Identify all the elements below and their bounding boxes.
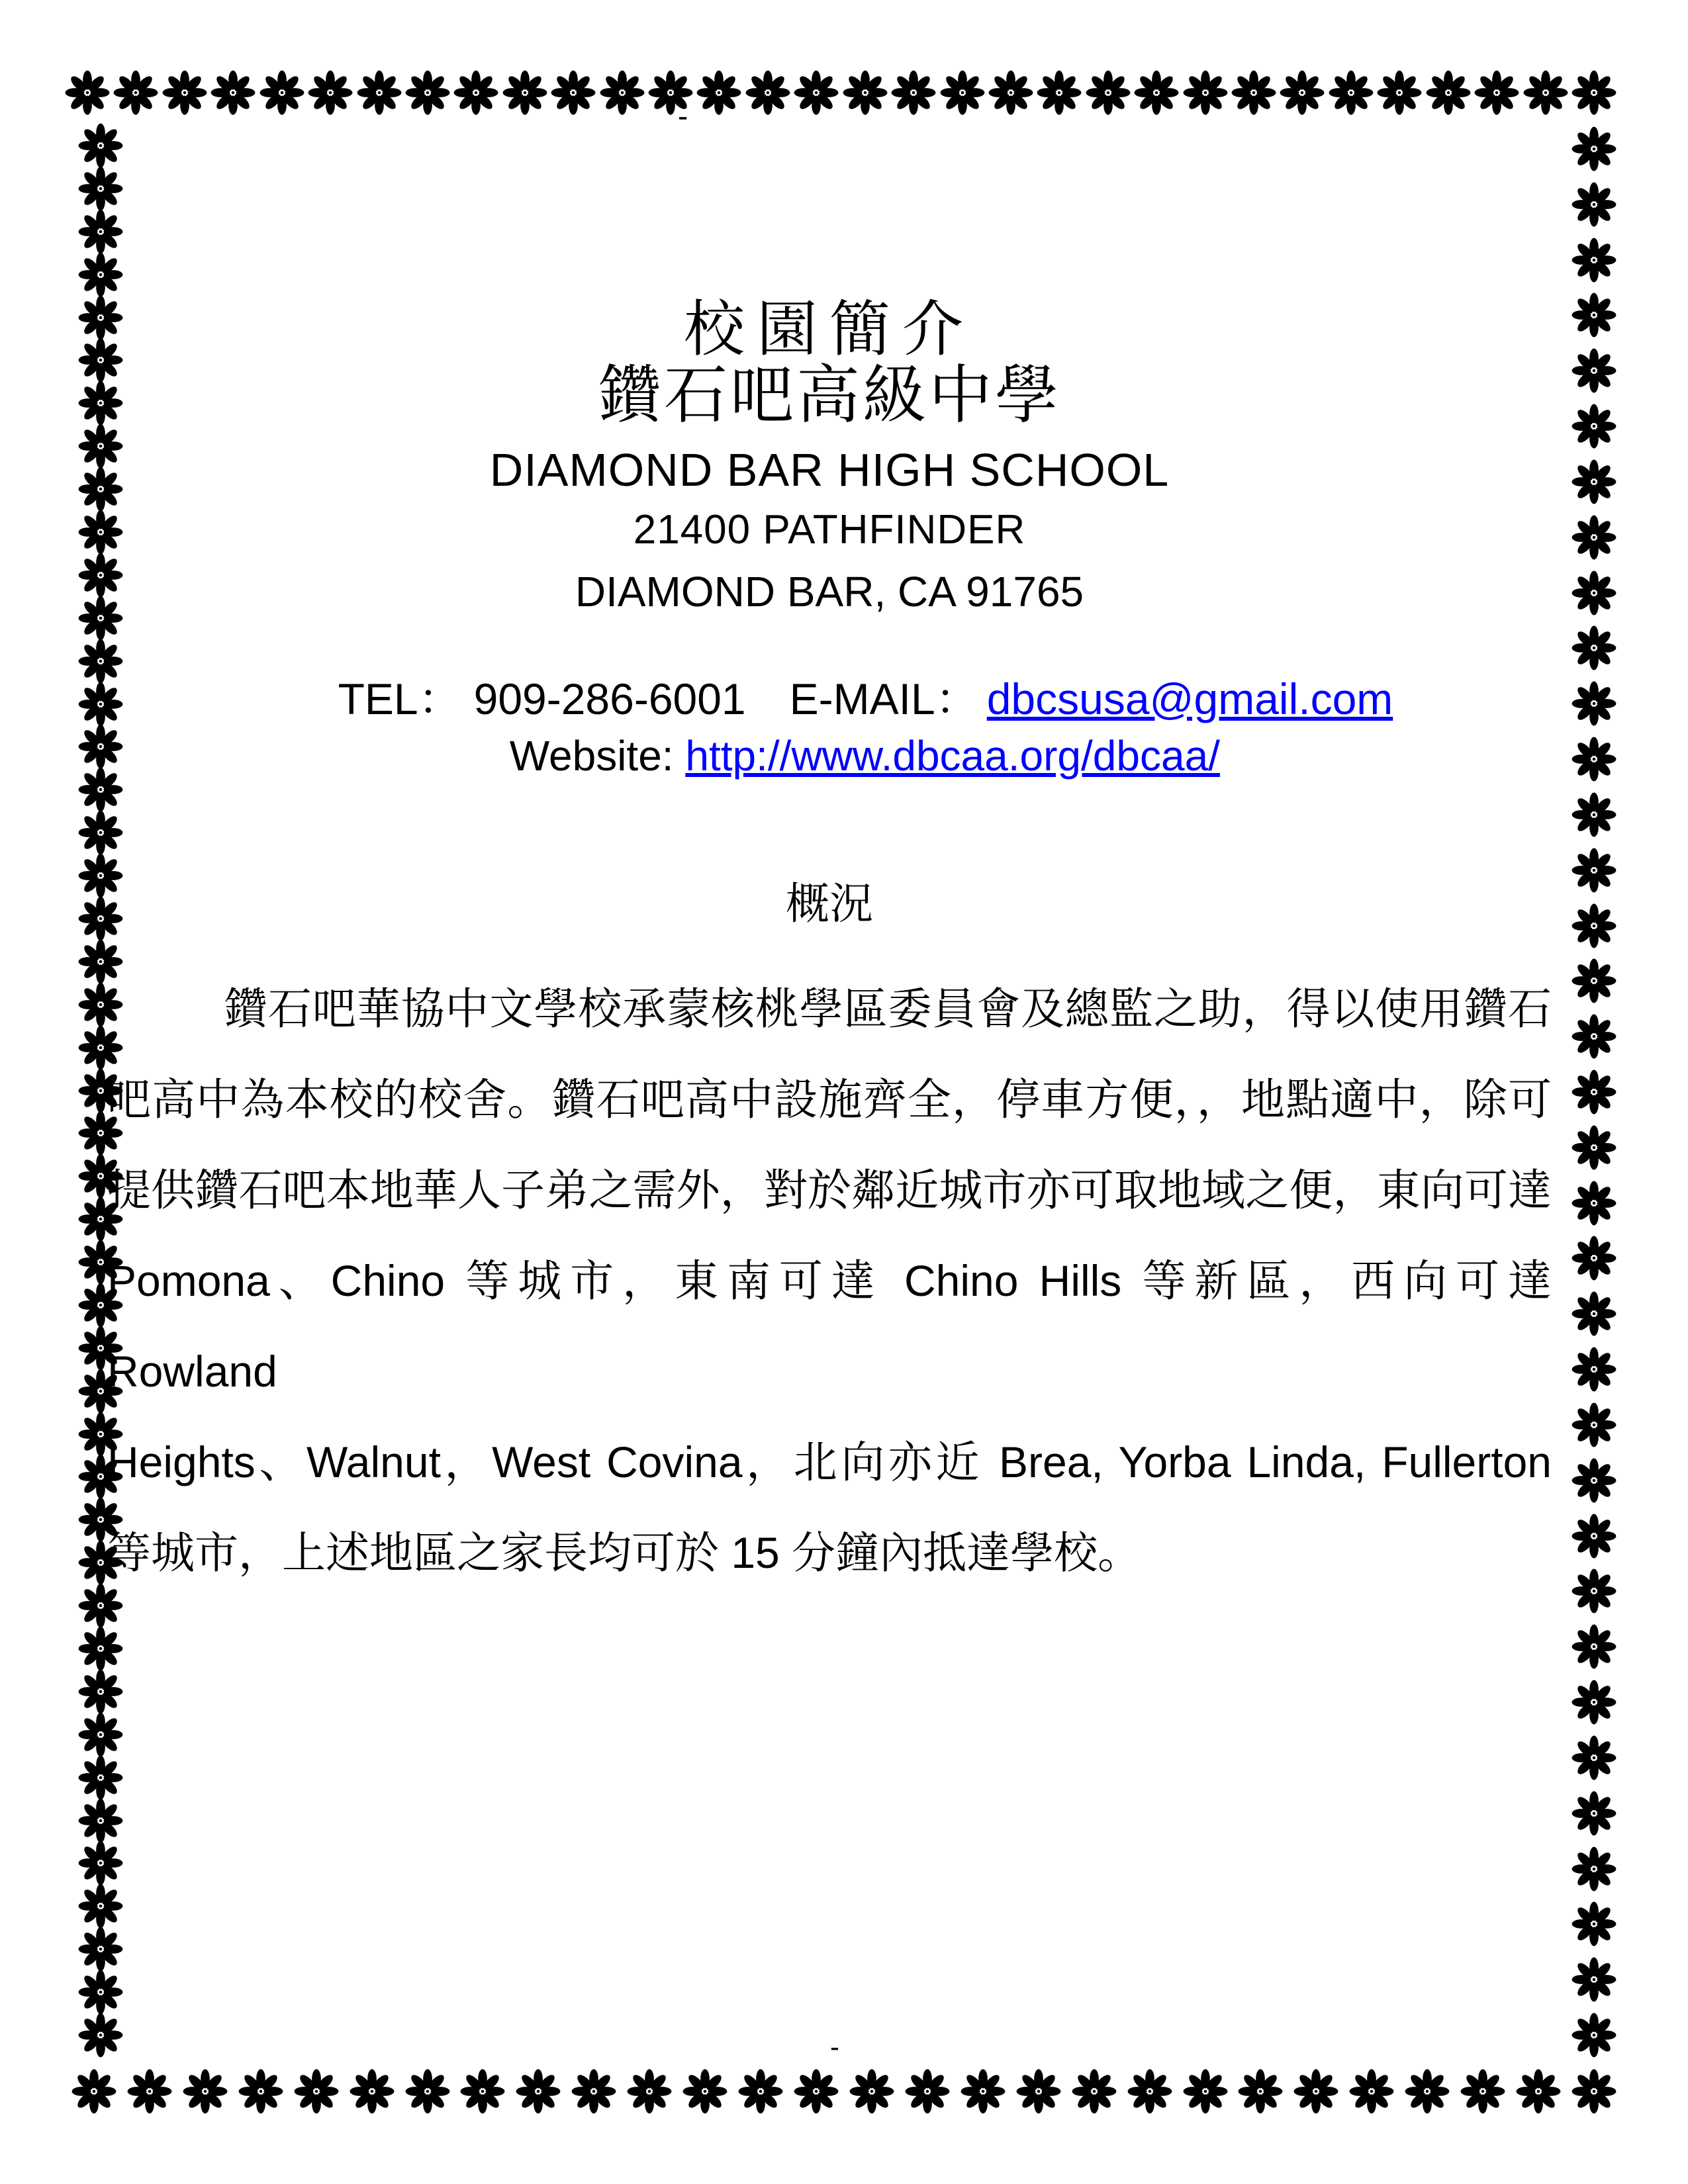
school-name-chinese: 鑽石吧高級中學 — [598, 360, 1061, 431]
flower-asterisk-icon — [735, 2066, 786, 2116]
flower-asterisk-icon — [1346, 2066, 1397, 2116]
body-paragraph — [107, 964, 1552, 1598]
flower-border-right — [1569, 124, 1619, 2060]
paragraph-line: 吧高中為本校的校舍。鑽石吧高中設施齊全，停車方便，，地點適中，除可 — [107, 1075, 1552, 1124]
flower-asterisk-icon — [62, 68, 113, 118]
flower-asterisk-icon — [1569, 512, 1619, 563]
flower-asterisk-icon — [1569, 2010, 1619, 2060]
website-line — [107, 672, 1552, 839]
flower-asterisk-icon — [1569, 235, 1619, 285]
flower-asterisk-icon — [1569, 1178, 1619, 1228]
flower-asterisk-icon — [958, 2066, 1008, 2116]
flower-asterisk-icon — [1569, 1733, 1619, 1783]
stray-mark-top: ‐ — [678, 99, 688, 133]
flower-asterisk-icon — [1569, 1566, 1619, 1616]
flower-asterisk-icon — [624, 2066, 675, 2116]
website-label: Website: — [509, 732, 686, 780]
flower-asterisk-icon — [1569, 1011, 1619, 1062]
flower-asterisk-icon — [1569, 68, 1619, 118]
flower-asterisk-icon — [1569, 1122, 1619, 1173]
flower-asterisk-icon — [402, 2066, 453, 2116]
flower-asterisk-icon — [1569, 568, 1619, 618]
website-link[interactable]: http://www.dbcaa.org/dbcaa/ — [685, 732, 1220, 780]
flower-asterisk-icon — [1569, 1788, 1619, 1839]
flower-asterisk-icon — [1569, 2066, 1619, 2116]
flower-asterisk-icon — [791, 2066, 841, 2116]
flower-asterisk-icon — [902, 2066, 953, 2116]
paragraph-line: 提供鑽石吧本地華人子弟之需外，對於鄰近城市亦可取地域之便，東向可達 — [107, 1165, 1552, 1214]
flower-asterisk-icon — [1569, 1899, 1619, 1949]
flower-asterisk-icon — [1180, 2066, 1231, 2116]
flower-asterisk-icon — [1569, 401, 1619, 451]
flower-asterisk-icon — [1513, 2066, 1564, 2116]
stray-mark-bottom: - — [830, 2031, 839, 2062]
flower-border-bottom — [69, 2066, 1619, 2116]
flower-asterisk-icon — [1569, 345, 1619, 396]
flower-asterisk-icon — [680, 2066, 730, 2116]
flower-asterisk-icon — [1569, 290, 1619, 340]
page-title-chinese: 校園簡介 — [683, 296, 975, 363]
flower-asterisk-icon — [347, 2066, 397, 2116]
flower-asterisk-icon — [1569, 1067, 1619, 1117]
flower-asterisk-icon — [847, 2066, 897, 2116]
flower-asterisk-icon — [1569, 1289, 1619, 1339]
flower-asterisk-icon — [1569, 845, 1619, 895]
flower-asterisk-icon — [1569, 790, 1619, 840]
school-name-english: DIAMOND BAR HIGH SCHOOL — [489, 444, 1170, 496]
paragraph-line: Heights、Walnut，West Covina，北向亦近 Brea, Yorba Linda, Fullerton — [107, 1437, 1552, 1486]
flower-asterisk-icon — [1569, 179, 1619, 230]
flower-asterisk-icon — [1569, 1233, 1619, 1283]
email-label: E-MAIL： — [789, 674, 979, 723]
flower-asterisk-icon — [1458, 2066, 1508, 2116]
tel-label: TEL： — [338, 674, 462, 723]
address-city-state-zip: DIAMOND BAR, CA 91765 — [575, 568, 1084, 615]
flower-asterisk-icon — [1569, 901, 1619, 951]
flower-asterisk-icon — [1569, 1400, 1619, 1450]
flower-asterisk-icon — [1291, 2066, 1341, 2116]
flower-asterisk-icon — [1569, 1621, 1619, 1672]
flower-asterisk-icon — [457, 2066, 508, 2116]
flower-asterisk-icon — [569, 2066, 619, 2116]
flower-asterisk-icon — [1569, 124, 1619, 174]
flower-asterisk-icon — [1069, 2066, 1119, 2116]
email-link[interactable]: dbcsusa@gmail.com — [986, 674, 1393, 723]
flower-asterisk-icon — [1125, 2066, 1175, 2116]
flower-asterisk-icon — [1569, 1455, 1619, 1506]
flower-asterisk-icon — [1569, 1954, 1619, 2005]
flower-asterisk-icon — [291, 2066, 342, 2116]
flower-asterisk-icon — [1569, 1511, 1619, 1561]
address-street: 21400 PATHFINDER — [633, 507, 1026, 553]
flower-asterisk-icon — [180, 2066, 230, 2116]
flower-asterisk-icon — [1569, 623, 1619, 673]
heading-block — [107, 0, 1552, 794]
flower-asterisk-icon — [1569, 1344, 1619, 1394]
paragraph-line: 鑽石吧華協中文學校承蒙核桃學區委員會及總監之助，得以使用鑽石 — [224, 984, 1552, 1033]
flower-asterisk-icon — [236, 2066, 286, 2116]
flower-asterisk-icon — [1569, 457, 1619, 507]
section-heading-overview: 概況 — [786, 879, 873, 928]
flower-asterisk-icon — [513, 2066, 563, 2116]
flower-asterisk-icon — [1569, 678, 1619, 729]
flower-asterisk-icon — [69, 2066, 119, 2116]
paragraph-line: 等城市，上述地區之家長均可於 15 分鐘內抵達學校。 — [107, 1528, 1142, 1577]
flower-asterisk-icon — [1569, 1677, 1619, 1727]
paragraph-line: Pomona、Chino 等城市，東南可達 Chino Hills 等新區，西向可達 Rowland — [107, 1256, 1552, 1396]
flower-asterisk-icon — [1402, 2066, 1452, 2116]
flower-asterisk-icon — [75, 2010, 126, 2060]
flower-asterisk-icon — [124, 2066, 175, 2116]
flower-asterisk-icon — [1569, 1844, 1619, 1894]
flower-asterisk-icon — [1013, 2066, 1064, 2116]
flower-asterisk-icon — [1569, 734, 1619, 784]
flower-asterisk-icon — [1569, 956, 1619, 1006]
flower-asterisk-icon — [1235, 2066, 1286, 2116]
tel-number: 909-286-6001 — [473, 674, 746, 723]
